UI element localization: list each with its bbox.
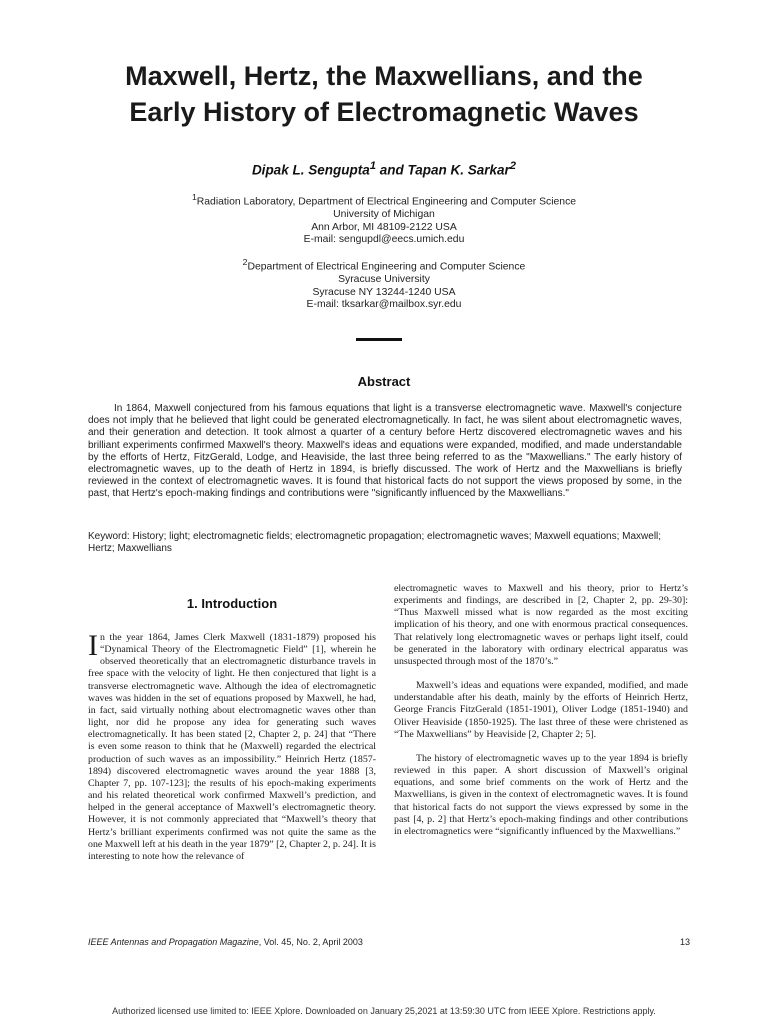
intro-paragraph-continued: electromagnetic waves to Maxwell and his theory, prior to Hertz’s experiments and findings, are described in [2, Chapter 2, pp. 29-30]: “Thus Maxwell missed what is now regarded as the most exciting implication of his theory, and one with enormous practical consequences. That relatively long electromagnetic waves or perhaps light itself, could be generated in the laboratory with ordinary electrical apparatus was unsuspected through most of the 1870’s.” [394,583,688,667]
paper-title-line-1: Maxwell, Hertz, the Maxwellians, and the [125,61,643,91]
author-1-affiliation-mark: 1 [369,160,376,172]
license-notice: Authorized licensed use limited to: IEEE Xplore. Downloaded on January 25,2021 at 13:59:30 UTC from IEEE Xplore. Restrictions apply. [112,1006,656,1016]
section-heading-introduction: 1. Introduction [186,596,278,611]
keywords: Keyword: History; light; electromagnetic fields; electromagnetic propagation; electromagnetic waves; Maxwell equations; Maxwell; Hertz; Maxwellians [88,531,662,555]
paper-title [60,58,708,130]
affiliation-1-mark: 1 [191,192,197,202]
author-2-affiliation-mark: 2 [509,160,517,172]
affiliation-1-email: E-mail: sengupdl@eecs.umich.edu [303,234,465,246]
paper-title-line-2: Early History of Electromagnetic Waves [129,97,639,127]
journal-footer [88,937,688,947]
intro-paragraph-3: The history of electromagnetic waves up to the year 1894 is briefly reviewed in this paper. A short discussion of Maxwell’s original equations, and some brief comments on the work of Hertz and the Maxwellians, is given in the context of electromagnetic waves. It is found that historical facts do not support the views expressed by some in the past [4, p. 2] that Hertz’s epoch-making findings and other contributions in electromagnetics were “significantly influenced by the Maxwellians.” [394,752,688,837]
author-2: Tapan K. Sarkar [407,162,510,178]
author-list [60,160,708,178]
page-number: 13 [679,937,690,947]
affiliation-1-line: $^1$Radiation Laboratory, Department of Electrical Engineering and Computer Science [191,192,577,208]
author-conjunction: and [375,162,408,178]
affiliation-2-university: Syracuse University [338,274,430,286]
separator-rule [356,338,402,341]
affiliation-2 [120,256,648,312]
affiliation-2-email: E-mail: tksarkar@mailbox.syr.edu [306,299,462,311]
abstract-body: In 1864, Maxwell conjectured from his famous equations that light is a transverse electromagnetic wave. Maxwell's conjecture does not imply that he believed that light could be generated electromagnetically. In fact, he was silent about electromagnetic waves, and their generation and detection. It took almost a quarter of a century before Hertz discovered electromagnetic waves and his brilliant experiments confirmed Maxwell's theory. Maxwell's ideas and equations were expanded, modified, and made understandable by the efforts of Hertz, FitzGerald, Lodge, and Heaviside, the last three being referred to as the "Maxwellians." The early history of electromagnetic waves, up to the death of Hertz in 1894, is briefly discussed. The work of Hertz and the Maxwellians is briefly reviewed in the context of electromagnetic waves. It is found that historical facts do not support the views proposed by some, in the past, that Hertz's epoch-making findings and contributions were "significantly influenced by the Maxwellians." [88,403,682,500]
intro-paragraph-2: Maxwell’s ideas and equations were expanded, modified, and made understandable after his death, mainly by the efforts of Heinrich Hertz, George Francis FitzGerald (1851-1901), Oliver Lodge (1851-1940) and Oliver Heaviside (1850-1925). The last three of these were christened as “The Maxwellians” by Heaviside [2, Chapter 2; 5]. [394,680,688,740]
affiliation-2-line: $^2$Department of Electrical Engineering and Computer Science [242,257,526,273]
affiliation-1-university: University of Michigan [333,209,435,221]
intro-right-column [394,583,688,838]
drop-cap: I [88,629,98,662]
affiliation-2-mark: 2 [242,257,248,267]
author-1: Dipak L. Sengupta [251,162,370,178]
journal-details: , Vol. 45, No. 2, April 2003 [258,937,363,947]
affiliation-1 [120,191,648,247]
intro-paragraph-1 [88,629,376,863]
affiliation-1-address: Ann Arbor, MI 48109-2122 USA [311,221,457,233]
affiliation-2-address: Syracuse NY 13244-1240 USA [312,286,456,298]
journal-name: IEEE Antennas and Propagation Magazine [88,937,259,947]
intro-left-column [88,629,376,863]
intro-paragraph-1-text: n the year 1864, James Clerk Maxwell (1831-1879) proposed his “Dynamical Theory of the Electromagnetic Field” [1], wherein he observed theoretically that an electromagnetic disturbance travels in free space with the velocity of light. He then conjectured that light is a transverse electromagnetic wave. Although the idea of electromagnetic waves was hidden in the set of equations proposed by Maxwell, he had, in fact, said virtually nothing about electromagnetic waves other than light, nor did he propose any idea for generating such waves electromagnetically. It has been stated [2, Chapter 2, p. 24] that “There is even some reason to think that he (Maxwell) regarded the electrical production of such waves as an impossibility.” Heinrich Hertz (1857-1894) discovered electromagnetic waves around the year 1888 [3, Chapter 7, pp. 107-123]; the results of his epoch-making experiments and his related theoretical work confirmed Maxwell’s prediction, and helped in the general acceptance of Maxwell’s electromagnetic theory. However, it is not commonly appreciated that “Maxwell’s theory that Hertz’s brilliant experiments confirmed was not quite the same as the one Maxwell left at his death in the year 1879” [2, Chapter 2, p. 24]. It is interesting to note how the relevance of [88,632,376,862]
abstract-heading: Abstract [357,374,411,389]
